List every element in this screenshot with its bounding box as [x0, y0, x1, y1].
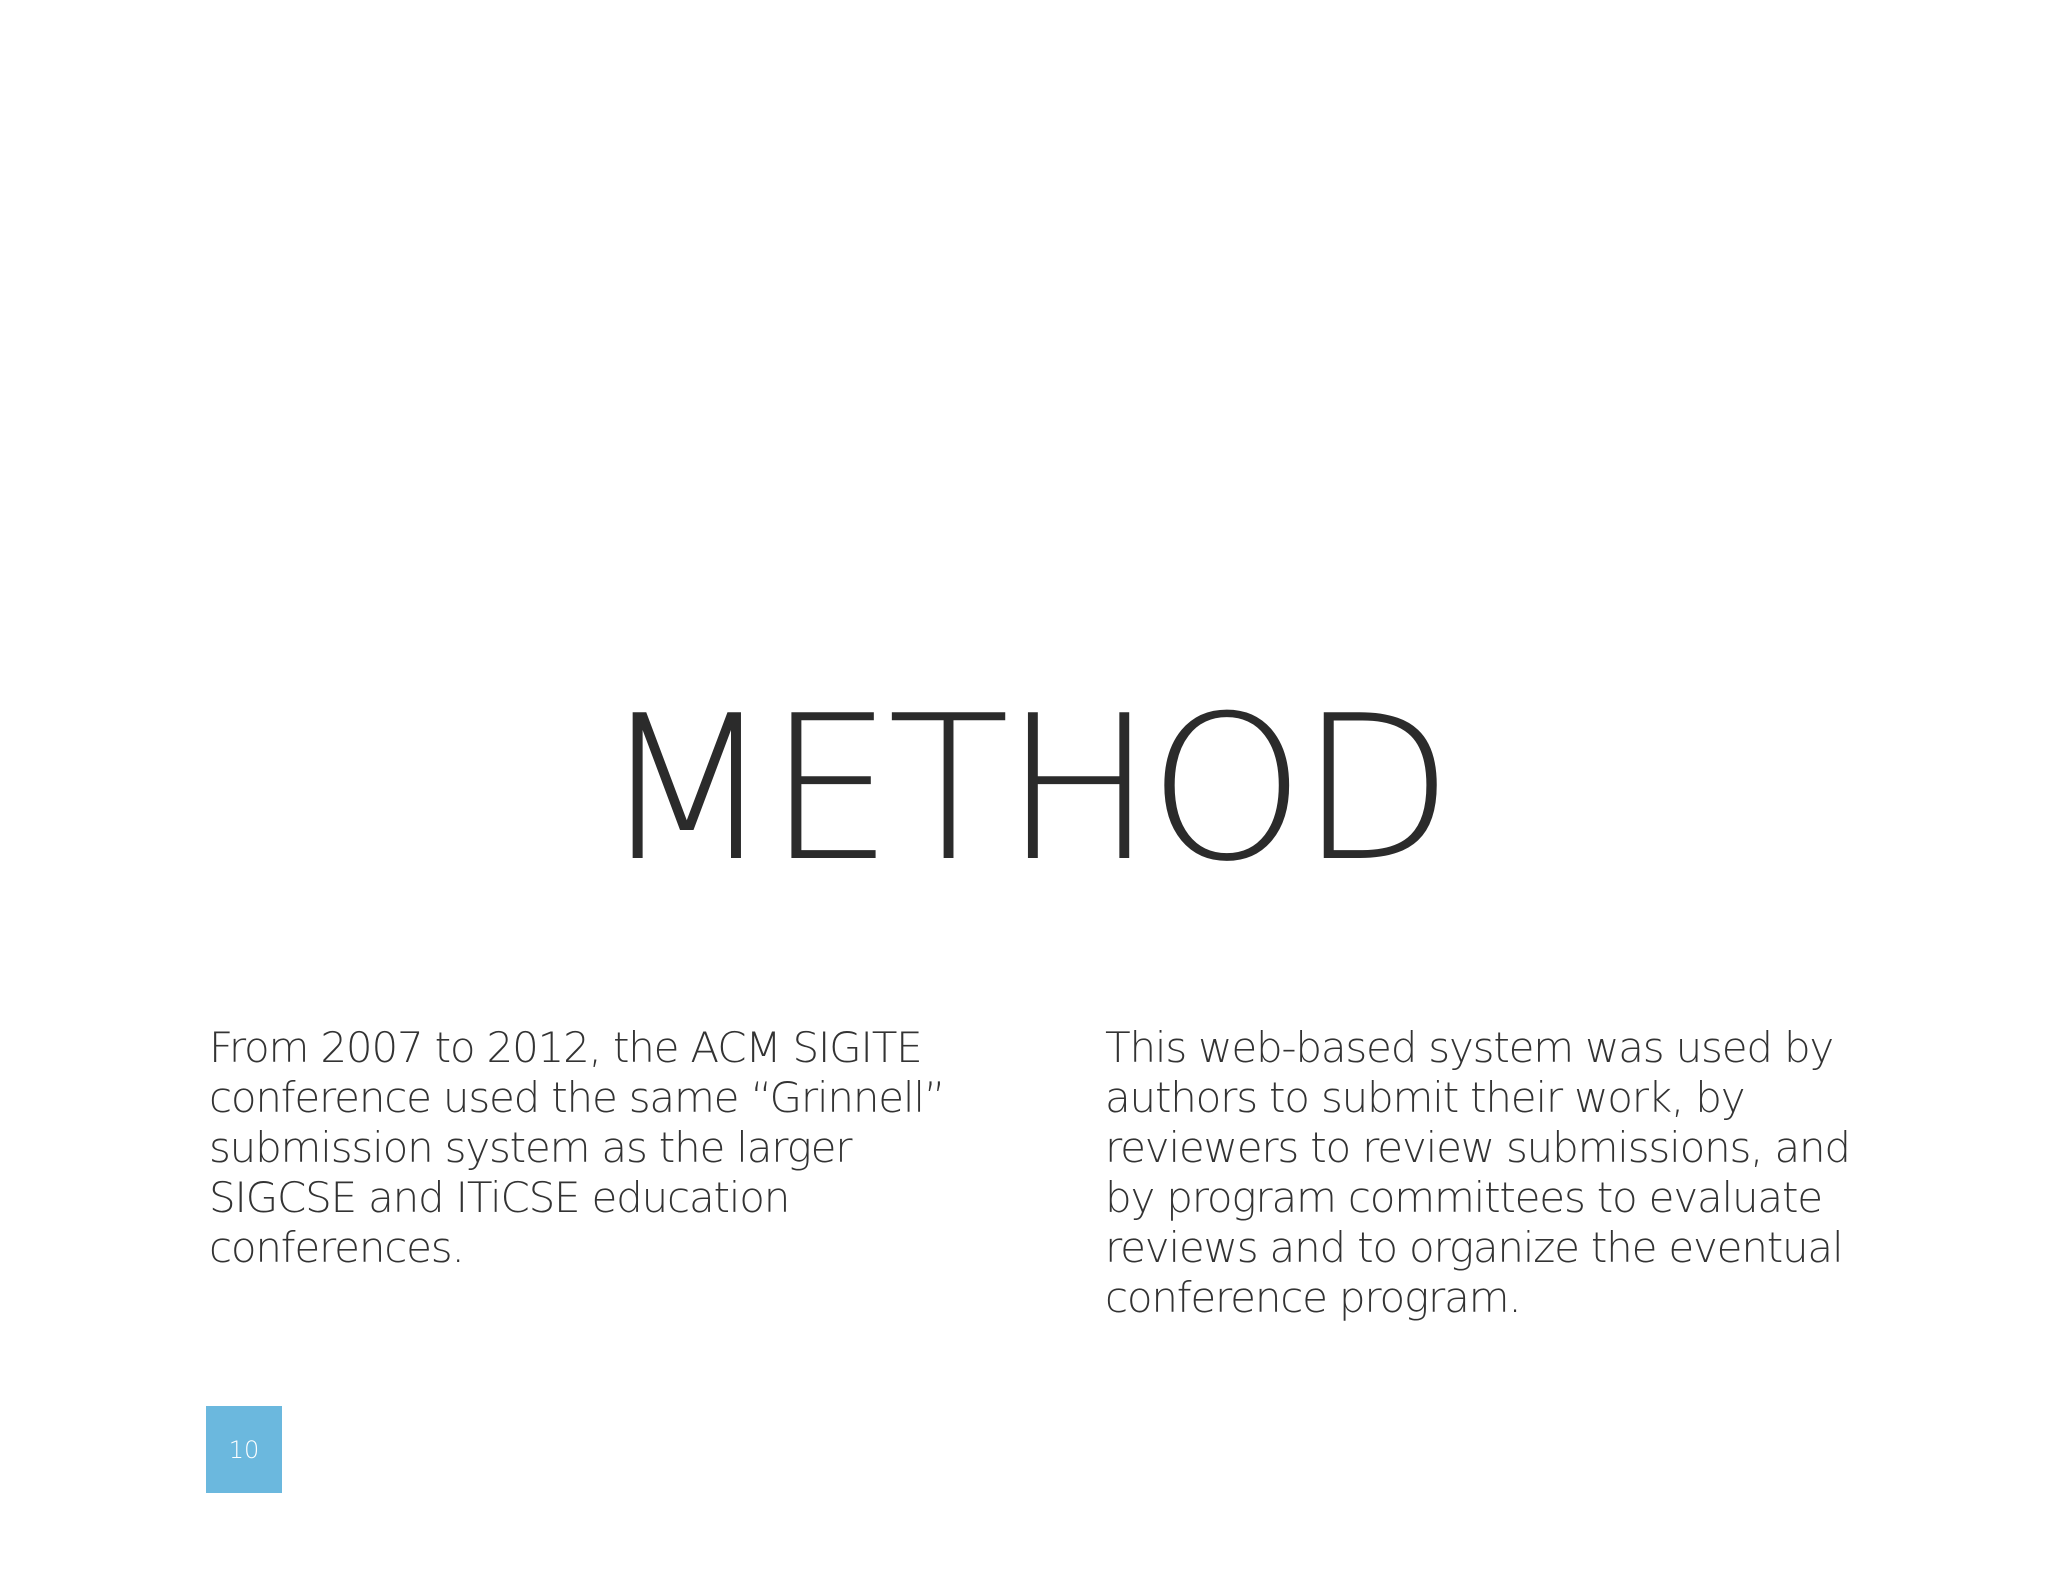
right-paragraph-line: reviews and to organize the eventual — [1105, 1223, 1843, 1272]
right-paragraph-line: This web-based system was used by — [1105, 1023, 1834, 1072]
left-paragraph-line: conferences. — [209, 1223, 464, 1272]
slide-title: METHOD — [600, 673, 1448, 906]
right-paragraph-line: authors to submit their work, by — [1105, 1073, 1745, 1122]
left-paragraph-line: From 2007 to 2012, the ACM SIGITE — [209, 1023, 922, 1072]
left-paragraph-line: submission system as the larger — [209, 1123, 852, 1172]
left-paragraph — [209, 1023, 1009, 1273]
left-paragraph-line: conference used the same “Grinnell” — [209, 1073, 945, 1122]
page-number: 10 — [228, 1435, 260, 1464]
right-paragraph-line: reviewers to review submissions, and — [1105, 1123, 1850, 1172]
left-paragraph-line: SIGCSE and ITiCSE education — [209, 1173, 790, 1222]
right-paragraph-line: by program committees to evaluate — [1105, 1173, 1822, 1222]
page-number-badge — [206, 1406, 282, 1493]
right-paragraph — [1105, 1023, 1905, 1323]
right-paragraph-line: conference program. — [1105, 1273, 1521, 1322]
